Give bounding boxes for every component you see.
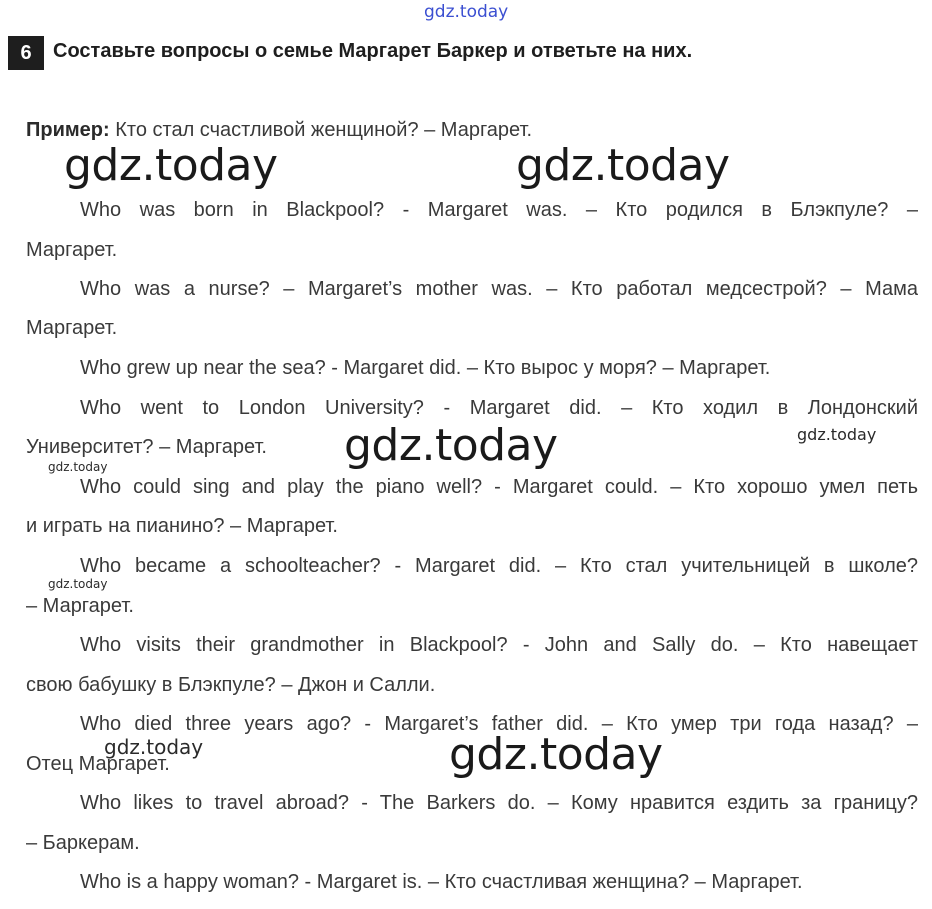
watermark-large: gdz.today bbox=[64, 140, 278, 191]
watermark-small: gdz.today bbox=[104, 735, 204, 759]
answer-line: Who likes to travel abroad? - The Barkers do. – Кому нравится ездить за границу? bbox=[80, 792, 918, 814]
task-title: Составьте вопросы о семье Маргарет Баркер и ответьте на них. bbox=[53, 40, 693, 62]
task-number-badge: 6 bbox=[8, 36, 44, 70]
answer-line: – Баркерам. bbox=[26, 832, 140, 854]
answer-line: Who is a happy woman? - Margaret is. – Кто счастливая женщина? – Маргарет. bbox=[80, 871, 803, 893]
watermark-large: gdz.today bbox=[344, 420, 558, 471]
answer-line: Who visits their grandmother in Blackpool? - John and Sally do. – Кто навещает bbox=[80, 634, 918, 656]
answer-line: Who could sing and play the piano well? - Margaret could. – Кто хорошо умел петь bbox=[80, 476, 918, 498]
watermark-small: gdz.today bbox=[797, 425, 877, 444]
answer-line: свою бабушку в Блэкпуле? – Джон и Салли. bbox=[26, 674, 436, 696]
example-line bbox=[26, 118, 918, 142]
watermark-tiny: gdz.today bbox=[48, 460, 108, 474]
watermark-tiny: gdz.today bbox=[48, 577, 108, 591]
answer-line: Университет? – Маргарет. bbox=[26, 436, 267, 458]
answer-line: Маргарет. bbox=[26, 239, 118, 261]
answer-line: – Маргарет. bbox=[26, 595, 134, 617]
answer-line: Маргарет. bbox=[26, 317, 118, 339]
watermark-top: gdz.today bbox=[424, 2, 509, 22]
watermark-large: gdz.today bbox=[449, 729, 663, 780]
answer-line: Отец Маргарет. bbox=[26, 753, 170, 775]
example-text: Кто стал счастливой женщиной? – Маргарет. bbox=[115, 119, 532, 141]
answer-line: Who was born in Blackpool? - Margaret was. – Кто родился в Блэкпуле? – bbox=[80, 199, 918, 221]
answer-line: Who was a nurse? – Margaret’s mother was. – Кто работал медсестрой? – Мама bbox=[80, 278, 918, 300]
answer-line: Who went to London University? - Margaret did. – Кто ходил в Лондонский bbox=[80, 397, 918, 419]
watermark-large: gdz.today bbox=[516, 140, 730, 191]
answer-line: Who grew up near the sea? - Margaret did. – Кто вырос у моря? – Маргарет. bbox=[80, 357, 771, 379]
answer-line: Who became a schoolteacher? - Margaret did. – Кто стал учительницей в школе? bbox=[80, 555, 918, 577]
example-label: Пример: bbox=[26, 119, 110, 141]
answer-line: Who died three years ago? - Margaret’s father did. – Кто умер три года назад? – bbox=[80, 713, 918, 735]
answer-line: и играть на пианино? – Маргарет. bbox=[26, 515, 338, 537]
